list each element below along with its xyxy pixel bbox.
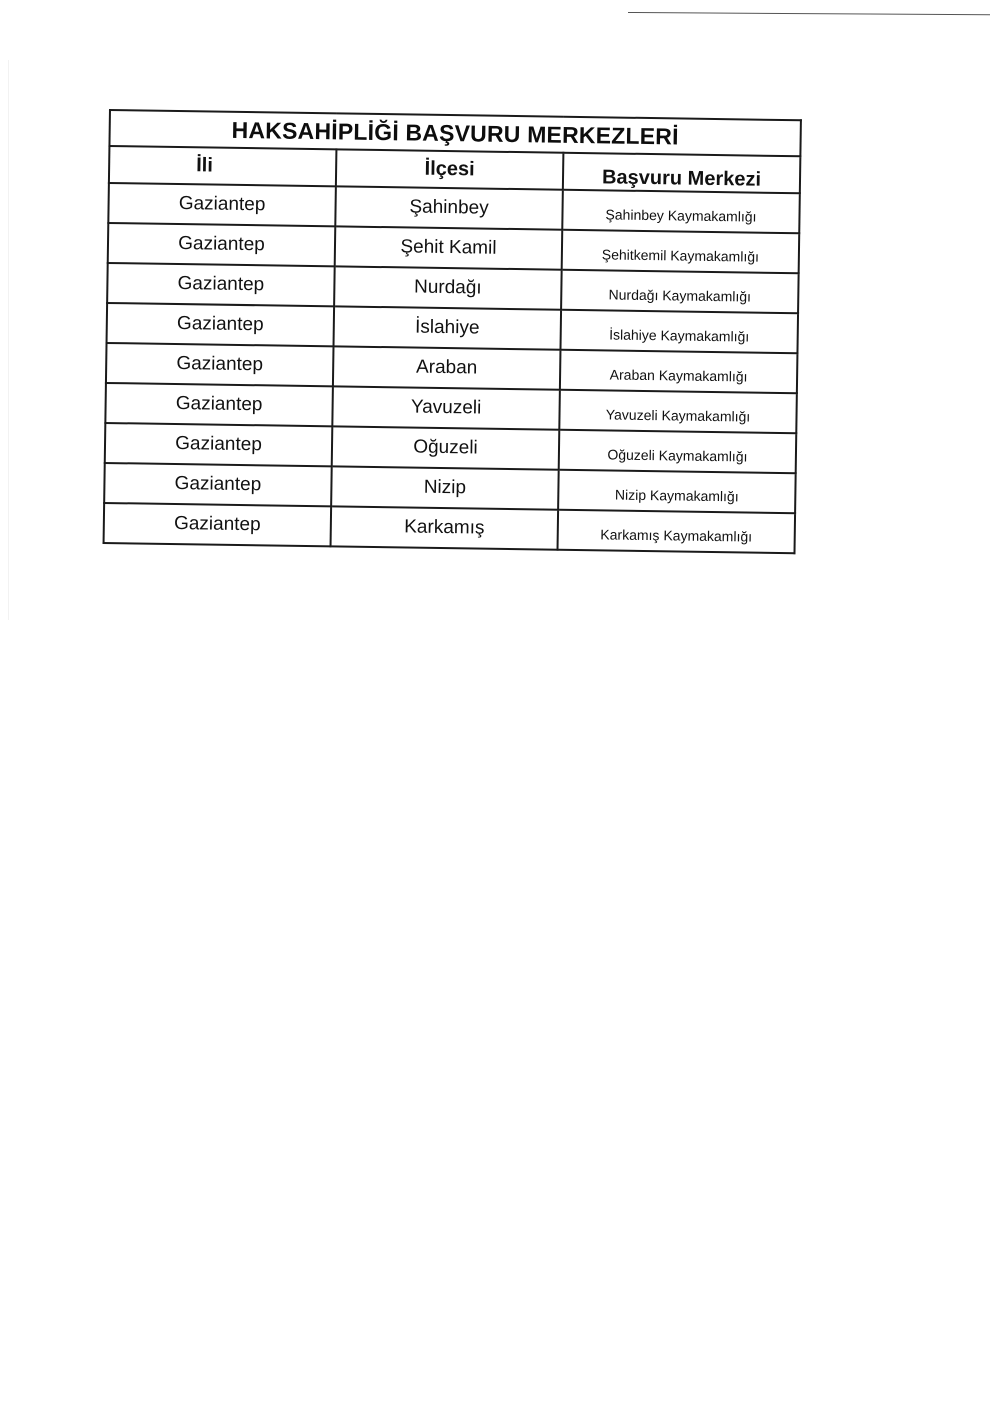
cell-il: Gaziantep	[108, 223, 336, 266]
cell-ilce: Nurdağı	[334, 266, 562, 309]
cell-basvuru-merkezi: Yavuzeli Kaymakamlığı	[559, 390, 797, 434]
column-header-basvuru-merkezi: Başvuru Merkezi	[563, 153, 801, 194]
cell-il: Gaziantep	[104, 503, 332, 546]
cell-il: Gaziantep	[107, 303, 335, 346]
cell-il: Gaziantep	[104, 463, 332, 506]
cell-ilce: Araban	[333, 346, 561, 389]
application-centers-table-container	[104, 109, 800, 545]
scan-artifact-line	[628, 12, 990, 15]
cell-ilce: Oğuzeli	[332, 426, 560, 469]
cell-il: Gaziantep	[105, 383, 333, 426]
cell-ilce: İslahiye	[334, 306, 562, 349]
column-header-il: İli	[109, 146, 337, 186]
cell-ilce: Karkamış	[331, 506, 559, 549]
cell-basvuru-merkezi: Nurdağı Kaymakamlığı	[561, 270, 799, 314]
column-header-ilce: İlçesi	[336, 149, 564, 189]
scan-artifact-edge	[8, 60, 9, 620]
cell-basvuru-merkezi: Oğuzeli Kaymakamlığı	[559, 430, 797, 474]
cell-ilce: Şehit Kamil	[335, 226, 563, 269]
cell-ilce: Nizip	[331, 466, 559, 509]
cell-basvuru-merkezi: Karkamış Kaymakamlığı	[558, 510, 796, 554]
cell-basvuru-merkezi: Şahinbey Kaymakamlığı	[562, 190, 800, 234]
cell-basvuru-merkezi: İslahiye Kaymakamlığı	[560, 310, 798, 354]
cell-basvuru-merkezi: Nizip Kaymakamlığı	[558, 470, 796, 514]
cell-basvuru-merkezi: Araban Kaymakamlığı	[560, 350, 798, 394]
table-title: HAKSAHİPLİĞİ BAŞVURU MERKEZLERİ	[109, 110, 800, 156]
cell-il: Gaziantep	[106, 343, 334, 386]
cell-basvuru-merkezi: Şehitkemil Kaymakamlığı	[562, 230, 800, 274]
cell-il: Gaziantep	[108, 183, 336, 226]
application-centers-table	[103, 109, 802, 554]
cell-il: Gaziantep	[105, 423, 333, 466]
cell-ilce: Yavuzeli	[332, 386, 560, 429]
cell-il: Gaziantep	[107, 263, 335, 306]
cell-ilce: Şahinbey	[335, 186, 563, 229]
